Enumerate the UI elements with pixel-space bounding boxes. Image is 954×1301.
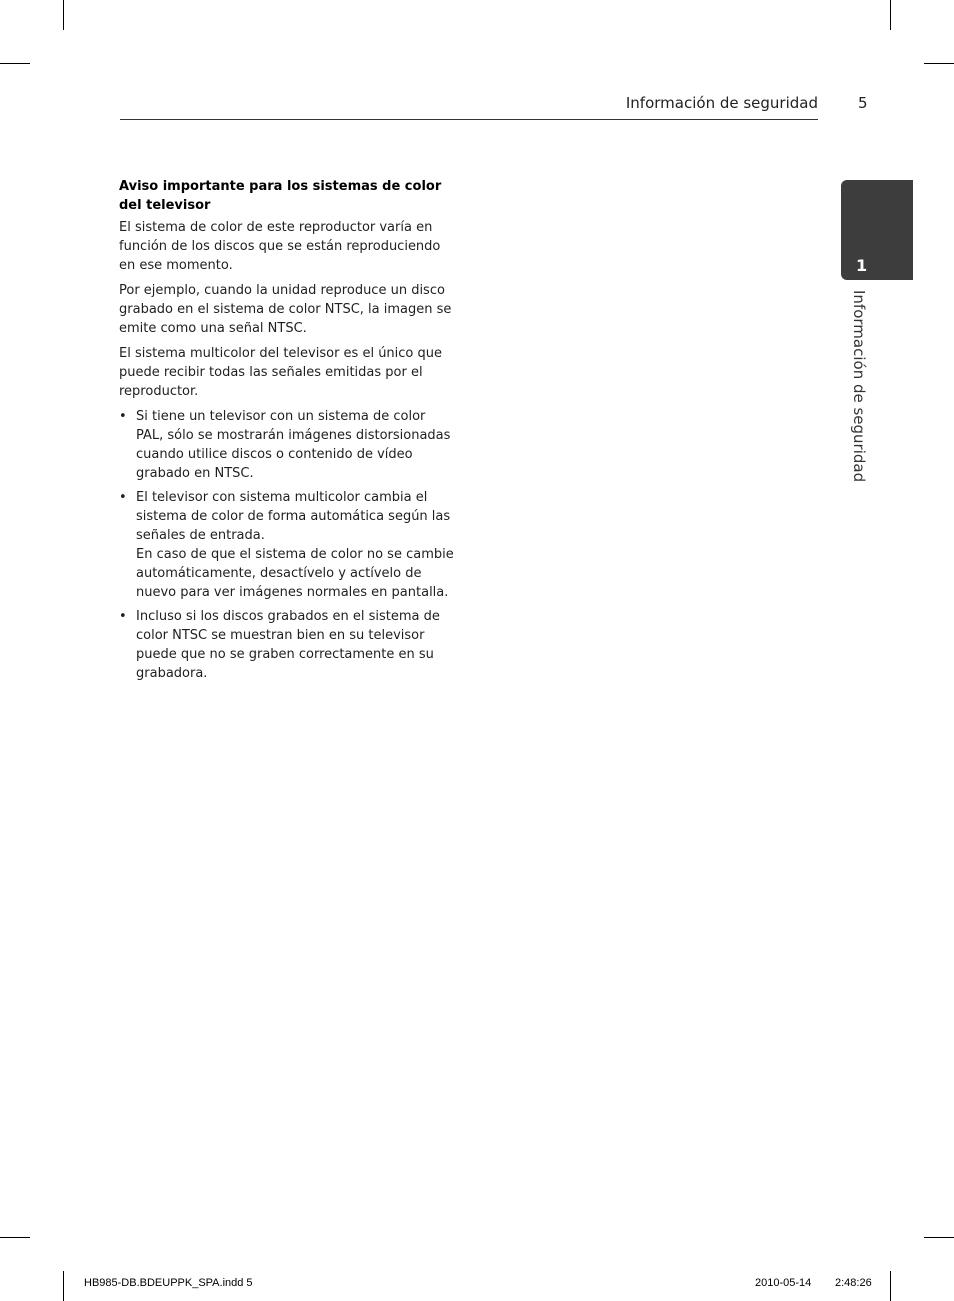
footer-time: 2:48:26 (835, 1277, 872, 1289)
crop-mark-top-right-horizontal (924, 63, 954, 64)
section-heading: Aviso importante para los sistemas de color del televisor (119, 179, 442, 213)
header-title: Información de seguridad (625, 94, 818, 112)
bullet-text: Si tiene un televisor con un sistema de color PAL, sólo se mostrarán imágenes distorsionadas cuando utilice discos o contenido de vídeo grabado en NTSC. (136, 409, 451, 481)
bullet-item (119, 407, 455, 483)
crop-mark-bottom-right-horizontal (924, 1237, 954, 1238)
chapter-number: 1 (856, 256, 868, 275)
crop-mark-top-left-horizontal (0, 63, 30, 64)
footer-file-name: HB985-DB.BDEUPPK_SPA.indd 5 (84, 1277, 253, 1289)
bullet-text: El televisor con sistema multicolor cambia el sistema de color de forma automática según las señales de entrada. (136, 490, 451, 543)
bullet-icon: • (119, 490, 127, 505)
paragraph: Por ejemplo, cuando la unidad reproduce un disco grabado en el sistema de color NTSC, la imagen se emite como una señal NTSC. (119, 283, 452, 336)
crop-mark-bottom-left-horizontal (0, 1237, 30, 1238)
paragraph: El sistema multicolor del televisor es el único que puede recibir todas las señales emitidas por el reproductor. (119, 346, 443, 399)
crop-mark-top-right-vertical (890, 0, 891, 30)
crop-mark-bottom-right-vertical (890, 1271, 891, 1301)
crop-mark-bottom-left-vertical (63, 1271, 64, 1301)
bullet-icon: • (119, 609, 127, 624)
crop-mark-top-left-vertical (63, 0, 64, 30)
main-content (119, 177, 455, 688)
footer-date: 2010-05-14 (755, 1277, 812, 1289)
page-number: 5 (858, 94, 868, 112)
bullet-list (119, 407, 455, 683)
bullet-icon: • (119, 409, 127, 424)
bullet-subtext: En caso de que el sistema de color no se cambie automáticamente, desactívelo y actívelo de nuevo para ver imágenes normales en pantalla. (136, 547, 454, 600)
paragraph: El sistema de color de este reproductor varía en función de los discos que se están reproduciendo en ese momento. (119, 220, 441, 273)
bullet-text: Incluso si los discos grabados en el sistema de color NTSC se muestran bien en su televisor puede que no se graben correctamente en su grabadora. (136, 609, 440, 681)
chapter-side-label: Información de seguridad (850, 290, 868, 483)
page-header (120, 92, 818, 120)
chapter-tab (841, 180, 913, 280)
bullet-item (119, 488, 455, 602)
bullet-item (119, 607, 455, 683)
